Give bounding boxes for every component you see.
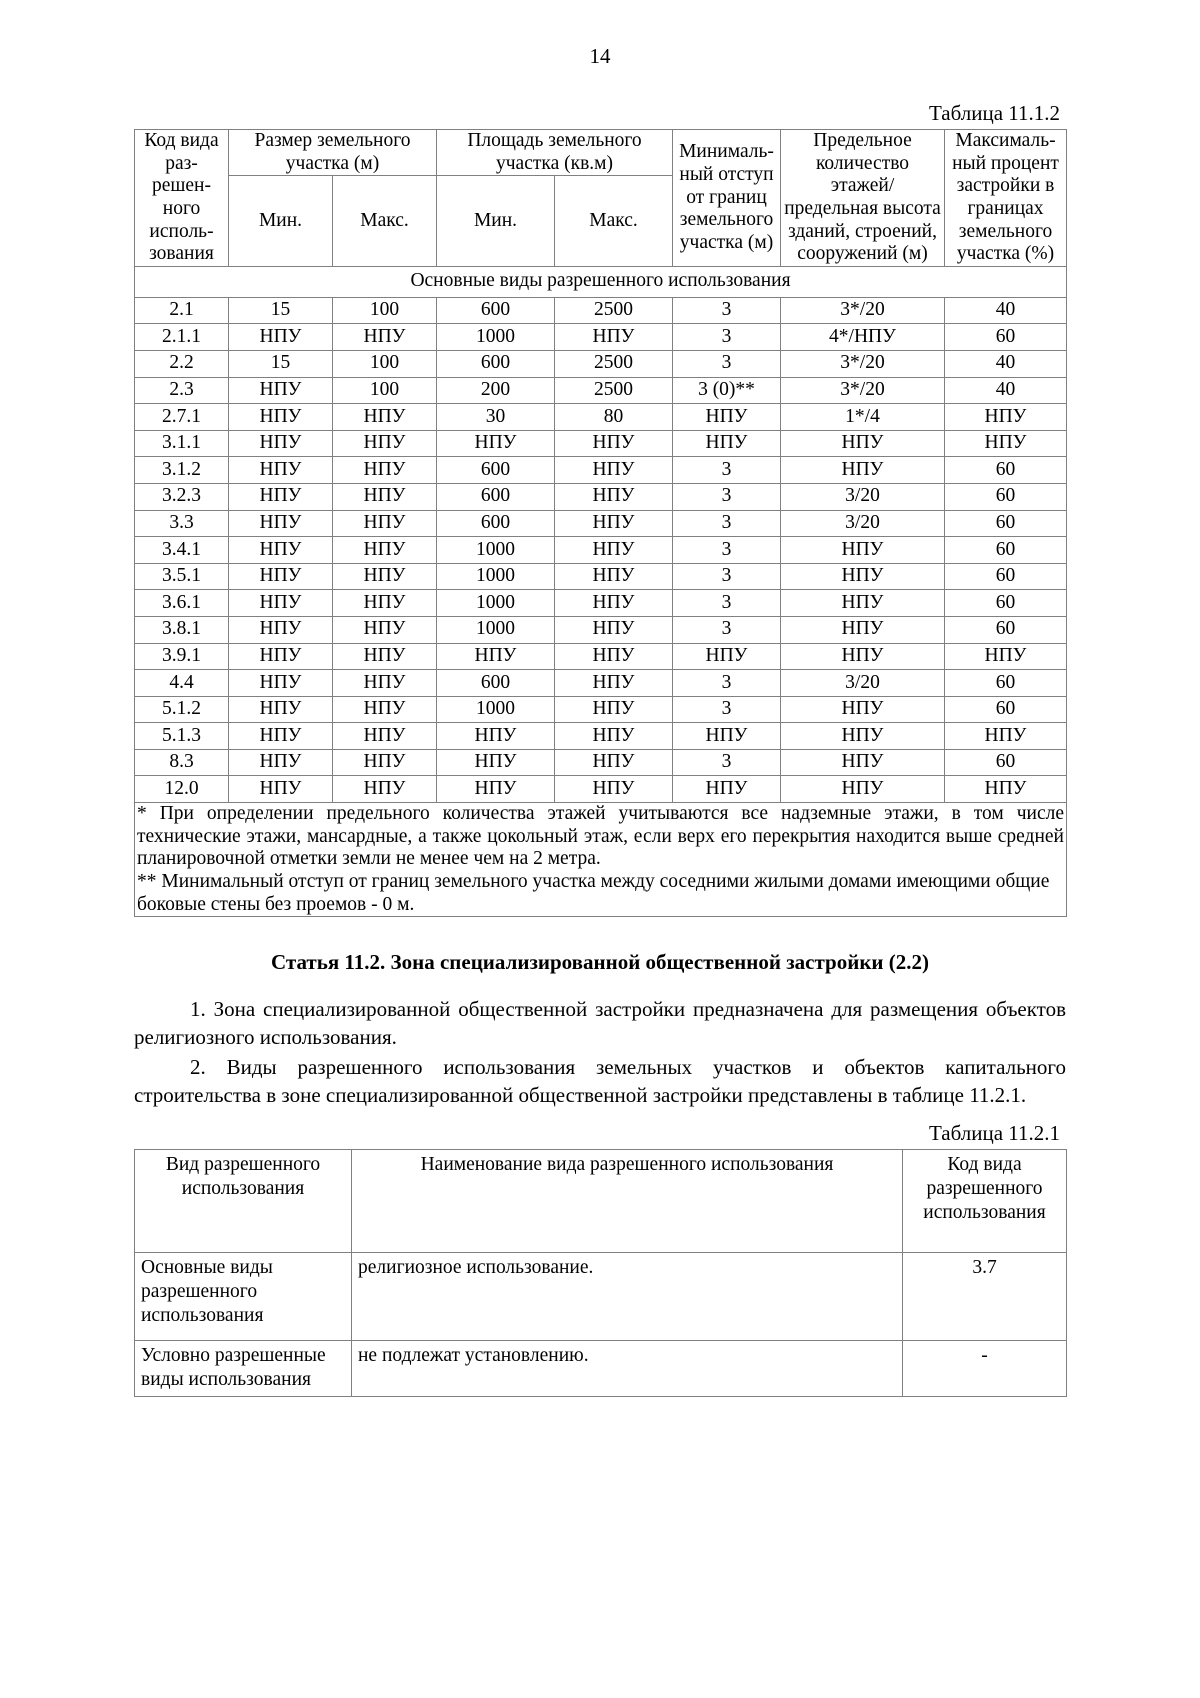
header-area-group: Площадь земельного участка (кв.м) — [437, 130, 673, 176]
cell-area-min: 600 — [437, 483, 555, 510]
cell-area-min: 1000 — [437, 537, 555, 564]
cell-setback: 3 — [673, 510, 781, 537]
table-row — [135, 696, 1067, 723]
cell-floors: НПУ — [781, 430, 945, 457]
cell-area-max: НПУ — [555, 324, 673, 351]
cell-area-max: НПУ — [555, 643, 673, 670]
cell-use-code: 3.7 — [903, 1253, 1067, 1341]
section-header-row — [135, 266, 1067, 297]
cell-area-min: 1000 — [437, 563, 555, 590]
cell-code: 3.9.1 — [135, 643, 229, 670]
cell-size-min: НПУ — [229, 537, 333, 564]
cell-setback: НПУ — [673, 643, 781, 670]
table-row — [135, 1341, 1067, 1397]
cell-floors: НПУ — [781, 696, 945, 723]
cell-code: 5.1.2 — [135, 696, 229, 723]
table-row — [135, 297, 1067, 324]
cell-area-max: НПУ — [555, 616, 673, 643]
zoning-parameters-table — [134, 129, 1067, 917]
cell-use-kind: Условно разрешенные виды использования — [135, 1341, 352, 1397]
table-row — [135, 483, 1067, 510]
cell-coverage: 40 — [945, 377, 1067, 404]
table-row — [135, 616, 1067, 643]
cell-floors: НПУ — [781, 749, 945, 776]
cell-size-max: 100 — [333, 297, 437, 324]
header-size-min: Мин. — [229, 176, 333, 266]
cell-coverage: НПУ — [945, 776, 1067, 803]
cell-area-min: 600 — [437, 510, 555, 537]
cell-coverage: 60 — [945, 457, 1067, 484]
cell-floors: НПУ — [781, 616, 945, 643]
cell-floors: 3/20 — [781, 510, 945, 537]
table-row — [135, 749, 1067, 776]
table-row — [135, 670, 1067, 697]
cell-setback: 3 — [673, 616, 781, 643]
table-notes-row — [135, 803, 1067, 917]
cell-code: 4.4 — [135, 670, 229, 697]
cell-size-max: НПУ — [333, 483, 437, 510]
cell-code: 8.3 — [135, 749, 229, 776]
table-2-header-row — [135, 1150, 1067, 1253]
table-header-row-1 — [135, 130, 1067, 176]
permitted-use-table — [134, 1149, 1067, 1397]
cell-size-max: 100 — [333, 377, 437, 404]
cell-area-max: 2500 — [555, 377, 673, 404]
header-coverage: Максималь-ный процент застройки в границах земельного участка (%) — [945, 130, 1067, 267]
cell-code: 3.1.2 — [135, 457, 229, 484]
cell-size-min: НПУ — [229, 749, 333, 776]
cell-coverage: 60 — [945, 537, 1067, 564]
cell-coverage: 60 — [945, 510, 1067, 537]
cell-floors: НПУ — [781, 776, 945, 803]
cell-area-min: 200 — [437, 377, 555, 404]
cell-coverage: 60 — [945, 696, 1067, 723]
cell-area-max: 2500 — [555, 297, 673, 324]
header-setback: Минималь-ный отступ от границ земельного участка (м) — [673, 130, 781, 267]
cell-coverage: 60 — [945, 563, 1067, 590]
cell-use-name: не подлежат установлению. — [352, 1341, 903, 1397]
cell-size-min: НПУ — [229, 563, 333, 590]
cell-area-max: НПУ — [555, 670, 673, 697]
cell-coverage: НПУ — [945, 723, 1067, 750]
cell-coverage: 40 — [945, 297, 1067, 324]
cell-code: 3.2.3 — [135, 483, 229, 510]
header-size-group: Размер земельного участка (м) — [229, 130, 437, 176]
cell-setback: НПУ — [673, 776, 781, 803]
cell-area-max: НПУ — [555, 563, 673, 590]
cell-area-max: НПУ — [555, 483, 673, 510]
header-floors: Предельное количество этажей/ предельная высота зданий, строений, сооружений (м) — [781, 130, 945, 267]
table-row — [135, 1253, 1067, 1341]
cell-coverage: НПУ — [945, 643, 1067, 670]
cell-size-max: НПУ — [333, 537, 437, 564]
cell-size-min: 15 — [229, 297, 333, 324]
table-row — [135, 430, 1067, 457]
cell-size-min: НПУ — [229, 723, 333, 750]
article-paragraph-2: 2. Виды разрешенного использования земельных участков и объектов капитального строительства в зоне специализированной общественной застройки представлены в таблице 11.2.1. — [134, 1054, 1066, 1107]
cell-size-min: НПУ — [229, 377, 333, 404]
table-row — [135, 324, 1067, 351]
cell-floors: 3/20 — [781, 483, 945, 510]
cell-size-min: НПУ — [229, 643, 333, 670]
header-area-max: Макс. — [555, 176, 673, 266]
cell-size-min: НПУ — [229, 670, 333, 697]
cell-size-max: НПУ — [333, 430, 437, 457]
cell-size-max: 100 — [333, 350, 437, 377]
cell-floors: 4*/НПУ — [781, 324, 945, 351]
cell-size-min: НПУ — [229, 404, 333, 431]
cell-floors: НПУ — [781, 457, 945, 484]
cell-area-max: НПУ — [555, 430, 673, 457]
table-row — [135, 510, 1067, 537]
cell-area-min: НПУ — [437, 430, 555, 457]
cell-area-min: 1000 — [437, 616, 555, 643]
cell-floors: НПУ — [781, 643, 945, 670]
table-row — [135, 563, 1067, 590]
cell-size-min: НПУ — [229, 457, 333, 484]
cell-area-max: 80 — [555, 404, 673, 431]
cell-size-min: НПУ — [229, 696, 333, 723]
cell-area-min: 600 — [437, 297, 555, 324]
cell-setback: 3 — [673, 590, 781, 617]
cell-code: 3.6.1 — [135, 590, 229, 617]
cell-code: 2.3 — [135, 377, 229, 404]
cell-setback: 3 — [673, 483, 781, 510]
cell-area-min: НПУ — [437, 643, 555, 670]
cell-setback: 3 — [673, 537, 781, 564]
header-size-max: Макс. — [333, 176, 437, 266]
table-row — [135, 377, 1067, 404]
cell-size-min: НПУ — [229, 590, 333, 617]
cell-area-min: 1000 — [437, 696, 555, 723]
cell-area-max: НПУ — [555, 696, 673, 723]
cell-area-min: 600 — [437, 670, 555, 697]
cell-size-min: НПУ — [229, 776, 333, 803]
cell-code: 2.1 — [135, 297, 229, 324]
cell-area-max: НПУ — [555, 510, 673, 537]
cell-setback: 3 — [673, 696, 781, 723]
cell-setback: 3 (0)** — [673, 377, 781, 404]
cell-size-min: НПУ — [229, 616, 333, 643]
cell-floors: 1*/4 — [781, 404, 945, 431]
cell-floors: 3*/20 — [781, 350, 945, 377]
cell-code: 3.5.1 — [135, 563, 229, 590]
table-row — [135, 723, 1067, 750]
cell-code: 3.1.1 — [135, 430, 229, 457]
header-use-code: Код вида разрешенного использования — [903, 1150, 1067, 1253]
cell-coverage: 60 — [945, 670, 1067, 697]
header-use-name: Наименование вида разрешенного использования — [352, 1150, 903, 1253]
cell-area-min: 600 — [437, 457, 555, 484]
cell-use-kind: Основные виды разрешенного использования — [135, 1253, 352, 1341]
header-use-kind: Вид разрешенного использования — [135, 1150, 352, 1253]
cell-coverage: 40 — [945, 350, 1067, 377]
cell-size-max: НПУ — [333, 749, 437, 776]
cell-floors: НПУ — [781, 723, 945, 750]
cell-coverage: 60 — [945, 749, 1067, 776]
cell-area-max: 2500 — [555, 350, 673, 377]
cell-use-code: - — [903, 1341, 1067, 1397]
cell-area-max: НПУ — [555, 723, 673, 750]
cell-setback: НПУ — [673, 404, 781, 431]
cell-use-name: религиозное использование. — [352, 1253, 903, 1341]
cell-area-min: 1000 — [437, 324, 555, 351]
cell-setback: 3 — [673, 350, 781, 377]
cell-size-max: НПУ — [333, 404, 437, 431]
cell-size-min: НПУ — [229, 324, 333, 351]
cell-size-max: НПУ — [333, 324, 437, 351]
cell-size-max: НПУ — [333, 723, 437, 750]
table-row — [135, 643, 1067, 670]
table-row — [135, 457, 1067, 484]
cell-code: 3.4.1 — [135, 537, 229, 564]
cell-area-min: НПУ — [437, 776, 555, 803]
table-2-caption: Таблица 11.2.1 — [928, 1121, 1060, 1146]
cell-area-min: 30 — [437, 404, 555, 431]
cell-size-max: НПУ — [333, 563, 437, 590]
table-row — [135, 537, 1067, 564]
article-paragraph-1: 1. Зона специализированной общественной застройки предназначена для размещения объектов религиозного использования. — [134, 997, 1066, 1050]
cell-area-max: НПУ — [555, 457, 673, 484]
cell-size-max: НПУ — [333, 457, 437, 484]
footnote-double-asterisk: ** Минимальный отступ от границ земельного участка между соседними жилыми домами имеющими общие боковые стены без проемов - 0 м. — [137, 870, 1050, 915]
header-area-min: Мин. — [437, 176, 555, 266]
article-title: Статья 11.2. Зона специализированной общественной застройки (2.2) — [270, 950, 929, 975]
cell-code: 12.0 — [135, 776, 229, 803]
cell-code: 5.1.3 — [135, 723, 229, 750]
cell-size-max: НПУ — [333, 696, 437, 723]
cell-code: 3.8.1 — [135, 616, 229, 643]
cell-area-max: НПУ — [555, 749, 673, 776]
cell-setback: 3 — [673, 297, 781, 324]
cell-size-max: НПУ — [333, 590, 437, 617]
table-1-caption: Таблица 11.1.2 — [928, 101, 1060, 125]
cell-setback: 3 — [673, 749, 781, 776]
cell-setback: 3 — [673, 670, 781, 697]
section-label: Основные виды разрешенного использования — [135, 266, 1067, 297]
table-row — [135, 404, 1067, 431]
table-row — [135, 350, 1067, 377]
cell-floors: 3*/20 — [781, 297, 945, 324]
cell-setback: 3 — [673, 563, 781, 590]
cell-area-min: 600 — [437, 350, 555, 377]
cell-size-max: НПУ — [333, 510, 437, 537]
cell-coverage: 60 — [945, 616, 1067, 643]
cell-code: 2.7.1 — [135, 404, 229, 431]
cell-code: 2.2 — [135, 350, 229, 377]
cell-coverage: 60 — [945, 324, 1067, 351]
cell-floors: 3/20 — [781, 670, 945, 697]
cell-setback: 3 — [673, 324, 781, 351]
table-notes — [135, 803, 1067, 917]
cell-code: 3.3 — [135, 510, 229, 537]
cell-size-min: 15 — [229, 350, 333, 377]
cell-area-max: НПУ — [555, 537, 673, 564]
table-row — [135, 776, 1067, 803]
cell-coverage: НПУ — [945, 404, 1067, 431]
header-code: Код вида раз-решен-ного исполь-зования — [135, 130, 229, 267]
cell-coverage: 60 — [945, 483, 1067, 510]
cell-size-max: НПУ — [333, 670, 437, 697]
cell-floors: НПУ — [781, 590, 945, 617]
cell-floors: НПУ — [781, 563, 945, 590]
cell-setback: 3 — [673, 457, 781, 484]
page-number: 14 — [589, 44, 611, 68]
footnote-single-asterisk: * При определении предельного количества этажей учитываются все надземные этажи, в том числе технические этажи, мансардные, а также цокольный этаж, если верх его перекрытия находится выше средней планировочной отметки земли не менее чем на 2 метра. — [137, 803, 1064, 870]
cell-coverage: НПУ — [945, 430, 1067, 457]
cell-size-min: НПУ — [229, 430, 333, 457]
cell-size-max: НПУ — [333, 776, 437, 803]
cell-coverage: 60 — [945, 590, 1067, 617]
cell-floors: НПУ — [781, 537, 945, 564]
cell-setback: НПУ — [673, 430, 781, 457]
cell-size-max: НПУ — [333, 616, 437, 643]
table-row — [135, 590, 1067, 617]
cell-size-min: НПУ — [229, 483, 333, 510]
cell-area-min: 1000 — [437, 590, 555, 617]
cell-size-max: НПУ — [333, 643, 437, 670]
cell-area-min: НПУ — [437, 723, 555, 750]
cell-area-max: НПУ — [555, 590, 673, 617]
cell-area-max: НПУ — [555, 776, 673, 803]
cell-setback: НПУ — [673, 723, 781, 750]
cell-code: 2.1.1 — [135, 324, 229, 351]
cell-floors: 3*/20 — [781, 377, 945, 404]
cell-size-min: НПУ — [229, 510, 333, 537]
cell-area-min: НПУ — [437, 749, 555, 776]
